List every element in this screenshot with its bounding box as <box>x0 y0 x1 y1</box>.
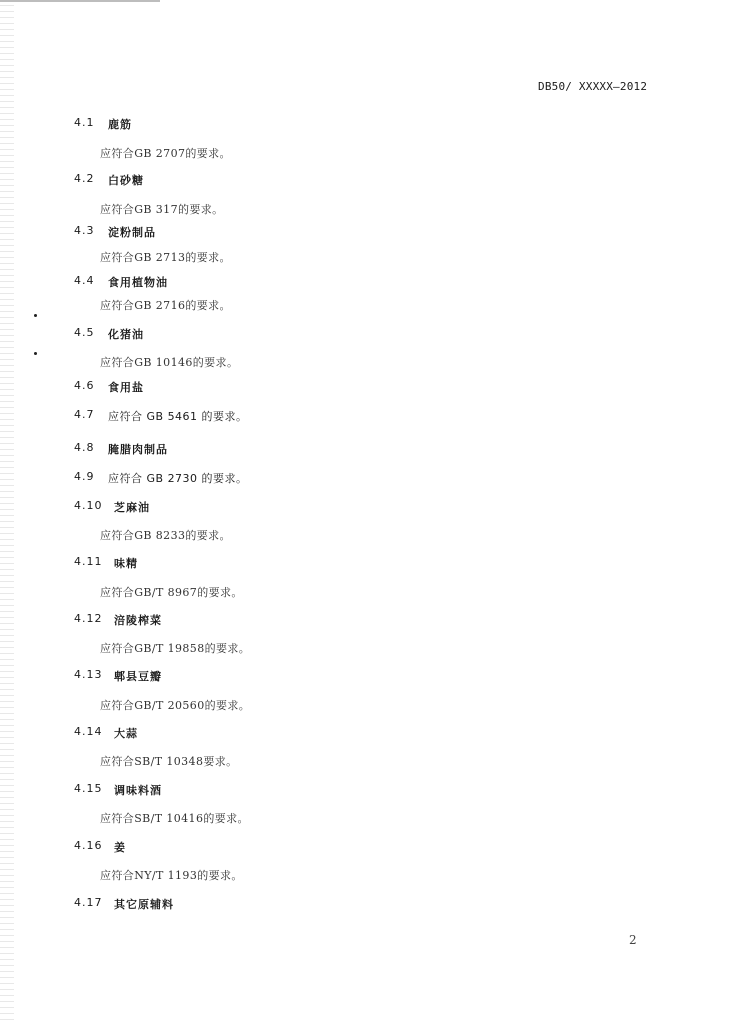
clause-number: 4.16 <box>74 839 103 852</box>
clause-title: 其它原辅料 <box>114 898 174 911</box>
clause-number: 4.1 <box>74 116 95 129</box>
clause-requirement: 应符合GB 10146的要求。 <box>100 356 239 369</box>
clause-number: 4.10 <box>74 499 103 512</box>
clause-number: 4.6 <box>74 379 95 392</box>
clause-number: 4.5 <box>74 326 95 339</box>
scan-speck <box>34 314 37 317</box>
clause-title: 食用植物油 <box>108 276 168 289</box>
clause-requirement: 应符合GB 2716的要求。 <box>100 299 231 312</box>
page-number: 2 <box>629 933 637 947</box>
clause-number: 4.11 <box>74 555 103 568</box>
clause-number: 4.9 <box>74 470 95 483</box>
clause-requirement: 应符合GB 8233的要求。 <box>100 529 231 542</box>
scan-speck <box>34 352 37 355</box>
clause-title: 食用盐 <box>108 381 144 394</box>
clause-requirement: 应符合GB/T 8967的要求。 <box>100 586 243 599</box>
scan-top-rule <box>0 0 160 2</box>
clause-requirement: 应符合NY/T 1193的要求。 <box>100 869 243 882</box>
clause-requirement: 应符合SB/T 10348要求。 <box>100 755 238 768</box>
clause-requirement: 应符合SB/T 10416的要求。 <box>100 812 249 825</box>
clause-number: 4.15 <box>74 782 103 795</box>
clause-number: 4.17 <box>74 896 103 909</box>
clause-requirement: 应符合GB 2707的要求。 <box>100 147 231 160</box>
clause-requirement: 应符合GB/T 20560的要求。 <box>100 699 251 712</box>
clause-number: 4.8 <box>74 441 95 454</box>
clause-number: 4.3 <box>74 224 95 237</box>
clause-title: 姜 <box>114 841 126 854</box>
clause-number: 4.12 <box>74 612 103 625</box>
clause-title: 淀粉制品 <box>108 226 156 239</box>
clause-requirement: 应符合GB 317的要求。 <box>100 203 224 216</box>
clause-requirement: 应符合GB/T 19858的要求。 <box>100 642 251 655</box>
document-code: DB50/ XXXXX—2012 <box>538 80 648 93</box>
clause-title: 化猪油 <box>108 328 144 341</box>
clause-title: 味精 <box>114 557 138 570</box>
clause-title: 郫县豆瓣 <box>114 670 162 683</box>
clause-title: 白砂糖 <box>108 174 144 187</box>
clause-number: 4.4 <box>74 274 95 287</box>
clause-requirement: 应符合 GB 2730 的要求。 <box>108 472 248 485</box>
clause-requirement: 应符合 GB 5461 的要求。 <box>108 410 248 423</box>
clause-number: 4.2 <box>74 172 95 185</box>
clause-title: 腌腊肉制品 <box>108 443 168 456</box>
clause-number: 4.13 <box>74 668 103 681</box>
clause-number: 4.14 <box>74 725 103 738</box>
clause-title: 鹿筋 <box>108 118 132 131</box>
clause-title: 大蒜 <box>114 727 138 740</box>
clause-number: 4.7 <box>74 408 95 421</box>
scan-edge-noise <box>0 0 14 1024</box>
clause-title: 芝麻油 <box>114 501 150 514</box>
clause-title: 涪陵榨菜 <box>114 614 162 627</box>
clause-requirement: 应符合GB 2713的要求。 <box>100 251 231 264</box>
clause-title: 调味料酒 <box>114 784 162 797</box>
